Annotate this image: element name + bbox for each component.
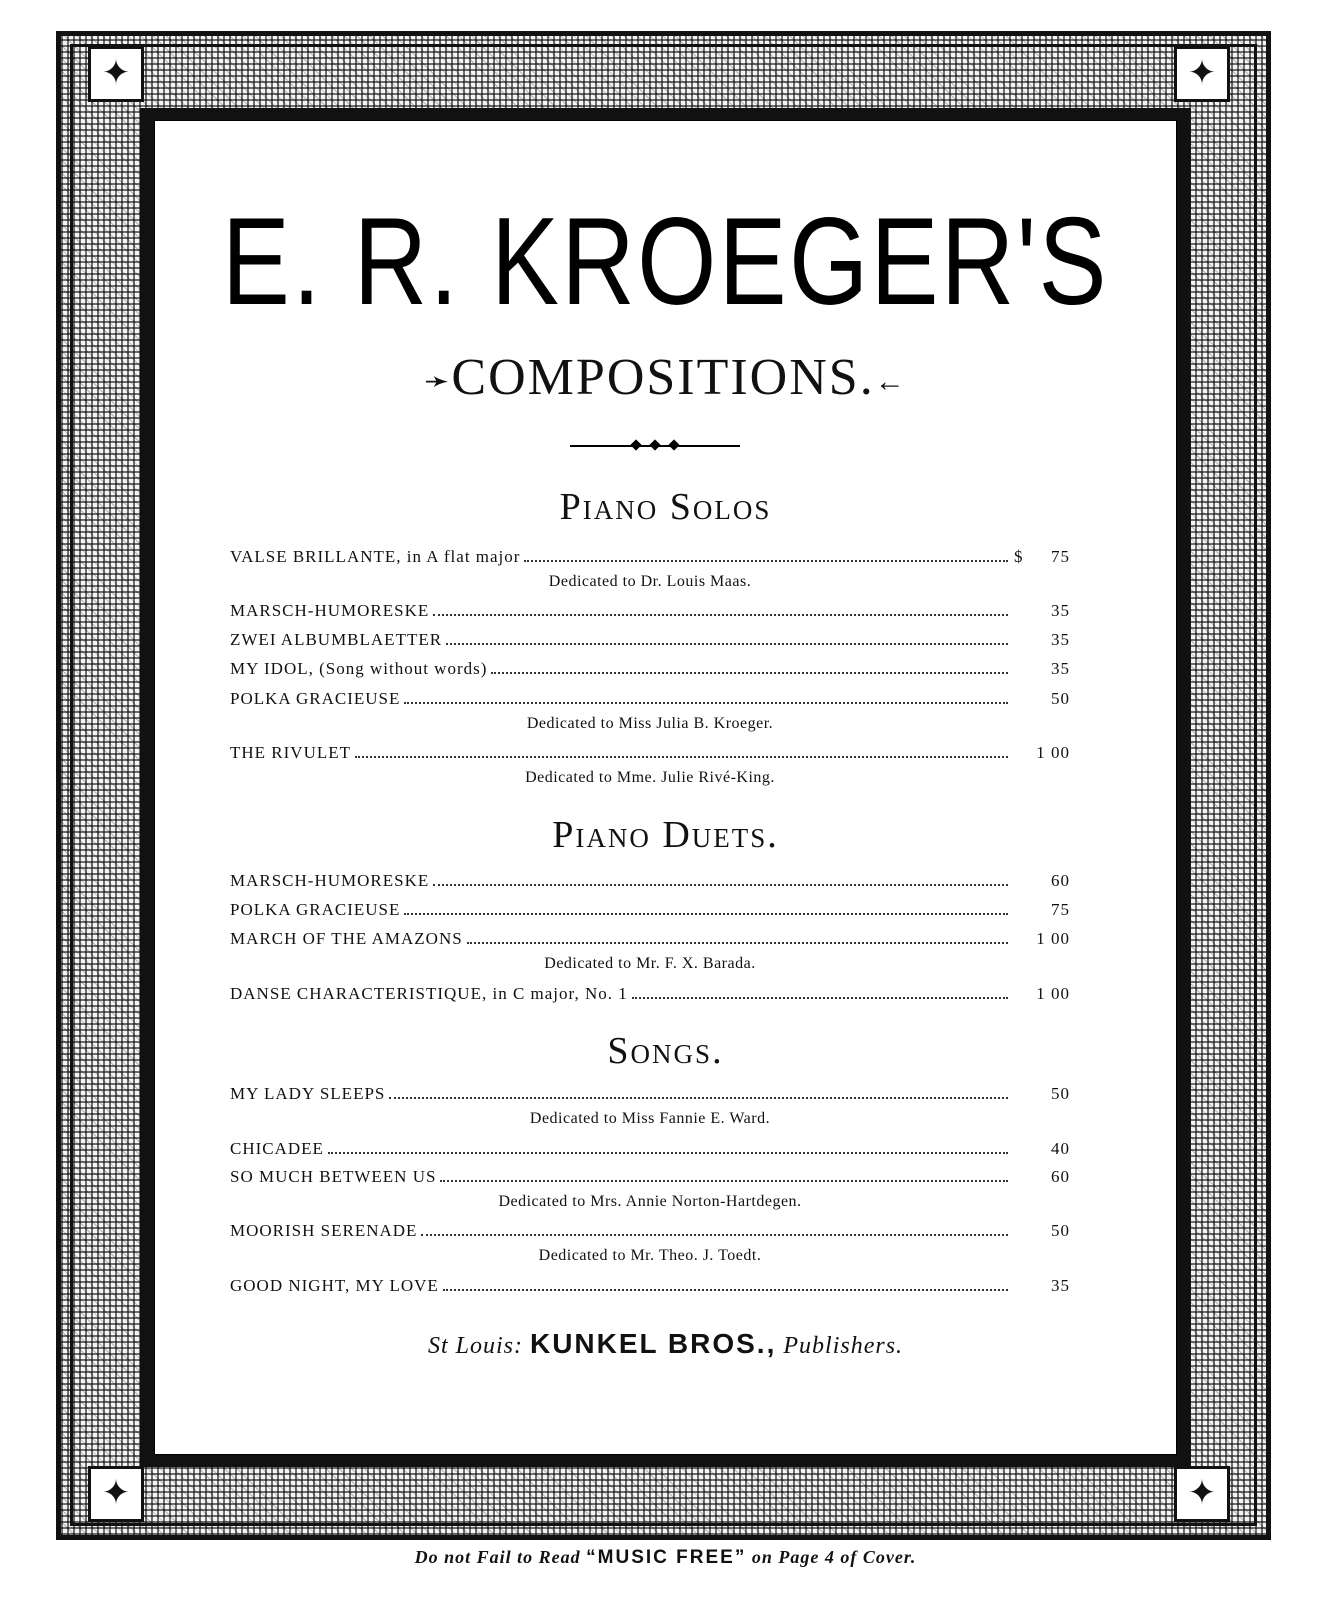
notice-highlight: “MUSIC FREE” (586, 1547, 747, 1568)
item-price: 50 (1051, 1221, 1070, 1240)
item-price: 1 00 (1036, 984, 1070, 1003)
dedication: Dedicated to Mr. F. X. Barada. (544, 955, 756, 972)
item-title: POLKA GRACIEUSE (230, 689, 401, 708)
item-title: THE RIVULET (230, 743, 352, 762)
item-title: SO MUCH BETWEEN US (230, 1167, 437, 1186)
list-item (230, 689, 1070, 711)
item-title: MARCH OF THE AMAZONS (230, 929, 463, 948)
corner-ornament-icon: ✦ (1174, 46, 1230, 102)
list-item (230, 984, 1070, 1006)
item-title: MY IDOL, (Song without words) (230, 659, 488, 678)
item-title: MOORISH SERENADE (230, 1221, 418, 1240)
item-price: 35 (1051, 1276, 1070, 1295)
dedication: Dedicated to Mme. Julie Rivé-King. (525, 769, 775, 786)
item-price: 1 00 (1036, 743, 1070, 762)
item-title: MARSCH-HUMORESKE (230, 871, 430, 890)
ornamental-divider (570, 444, 740, 447)
list-item (230, 1139, 1070, 1161)
footer-notice (0, 1547, 1331, 1569)
leader-dots (491, 671, 1008, 674)
leader-dots (632, 996, 1008, 999)
right-arrow-icon: ➛ (424, 365, 452, 399)
item-title: CHICADEE (230, 1139, 324, 1158)
item-price: 60 (1051, 1167, 1070, 1186)
list-item (230, 659, 1070, 681)
list-item (230, 547, 1070, 569)
corner-ornament-icon: ✦ (88, 46, 144, 102)
list-item (230, 1167, 1070, 1189)
leader-dots (355, 755, 1008, 758)
subtitle-text: COMPOSITIONS. (451, 349, 875, 406)
list-item (230, 929, 1070, 951)
corner-ornament-icon: ✦ (88, 1466, 144, 1522)
list-item (230, 1221, 1070, 1243)
dedication: Dedicated to Miss Fannie E. Ward. (529, 1110, 771, 1127)
list-item (230, 630, 1070, 652)
item-title: POLKA GRACIEUSE (230, 900, 401, 919)
item-title: GOOD NIGHT, MY LOVE (230, 1276, 439, 1295)
subtitle (0, 349, 1331, 406)
publisher-firm: KUNKEL BROS., (529, 1328, 777, 1359)
item-price: 75 (1051, 900, 1070, 919)
item-price: 40 (1051, 1139, 1070, 1158)
leader-dots (433, 883, 1008, 886)
item-title: VALSE BRILLANTE, in A flat major (230, 547, 521, 566)
item-title: ZWEI ALBUMBLAETTER (230, 630, 443, 649)
list-item (230, 1276, 1070, 1298)
dedication: Dedicated to Miss Julia B. Kroeger. (526, 715, 774, 732)
list-item (230, 1084, 1070, 1106)
currency-symbol: $ (1014, 547, 1024, 566)
section-heading-piano-solos: Piano Solos (559, 486, 772, 528)
item-title: MY LADY SLEEPS (230, 1084, 386, 1103)
item-price: 60 (1051, 871, 1070, 890)
leader-dots (404, 912, 1008, 915)
notice-text-before: Do not Fail to Read (414, 1547, 581, 1567)
dedication: Dedicated to Mrs. Annie Norton-Hartdegen. (498, 1193, 802, 1210)
leader-dots (389, 1096, 1008, 1099)
list-item (230, 601, 1070, 623)
section-heading-piano-duets: Piano Duets. (552, 814, 779, 856)
item-title: MARSCH-HUMORESKE (230, 601, 430, 620)
item-price: 35 (1051, 601, 1070, 620)
section-heading-songs: Songs. (607, 1030, 724, 1072)
item-price: 1 00 (1036, 929, 1070, 948)
dedication: Dedicated to Mr. Theo. J. Toedt. (538, 1247, 762, 1264)
leader-dots (440, 1179, 1008, 1182)
leader-dots (443, 1288, 1008, 1291)
leader-dots (421, 1233, 1008, 1236)
leader-dots (467, 941, 1008, 944)
list-item (230, 743, 1070, 765)
item-price: 75 (1051, 547, 1070, 566)
publisher-role: Publishers. (783, 1333, 904, 1359)
list-item (230, 900, 1070, 922)
left-arrow-icon: ← (874, 365, 907, 399)
item-price: 35 (1051, 659, 1070, 678)
page-title: E. R. KROEGER'S (222, 193, 1109, 331)
item-title: DANSE CHARACTERISTIQUE, in C major, No. 1 (230, 984, 628, 1003)
publisher-line (0, 1328, 1331, 1360)
leader-dots (328, 1151, 1008, 1154)
list-item (230, 871, 1070, 893)
notice-text-after: on Page 4 of Cover. (751, 1547, 917, 1567)
leader-dots (433, 613, 1008, 616)
leader-dots (524, 559, 1008, 562)
item-price: 35 (1051, 630, 1070, 649)
item-price: 50 (1051, 1084, 1070, 1103)
corner-ornament-icon: ✦ (1174, 1466, 1230, 1522)
publisher-city: St Louis: (427, 1333, 523, 1359)
item-price: 50 (1051, 689, 1070, 708)
dedication: Dedicated to Dr. Louis Maas. (548, 573, 752, 590)
leader-dots (446, 642, 1008, 645)
leader-dots (404, 701, 1008, 704)
